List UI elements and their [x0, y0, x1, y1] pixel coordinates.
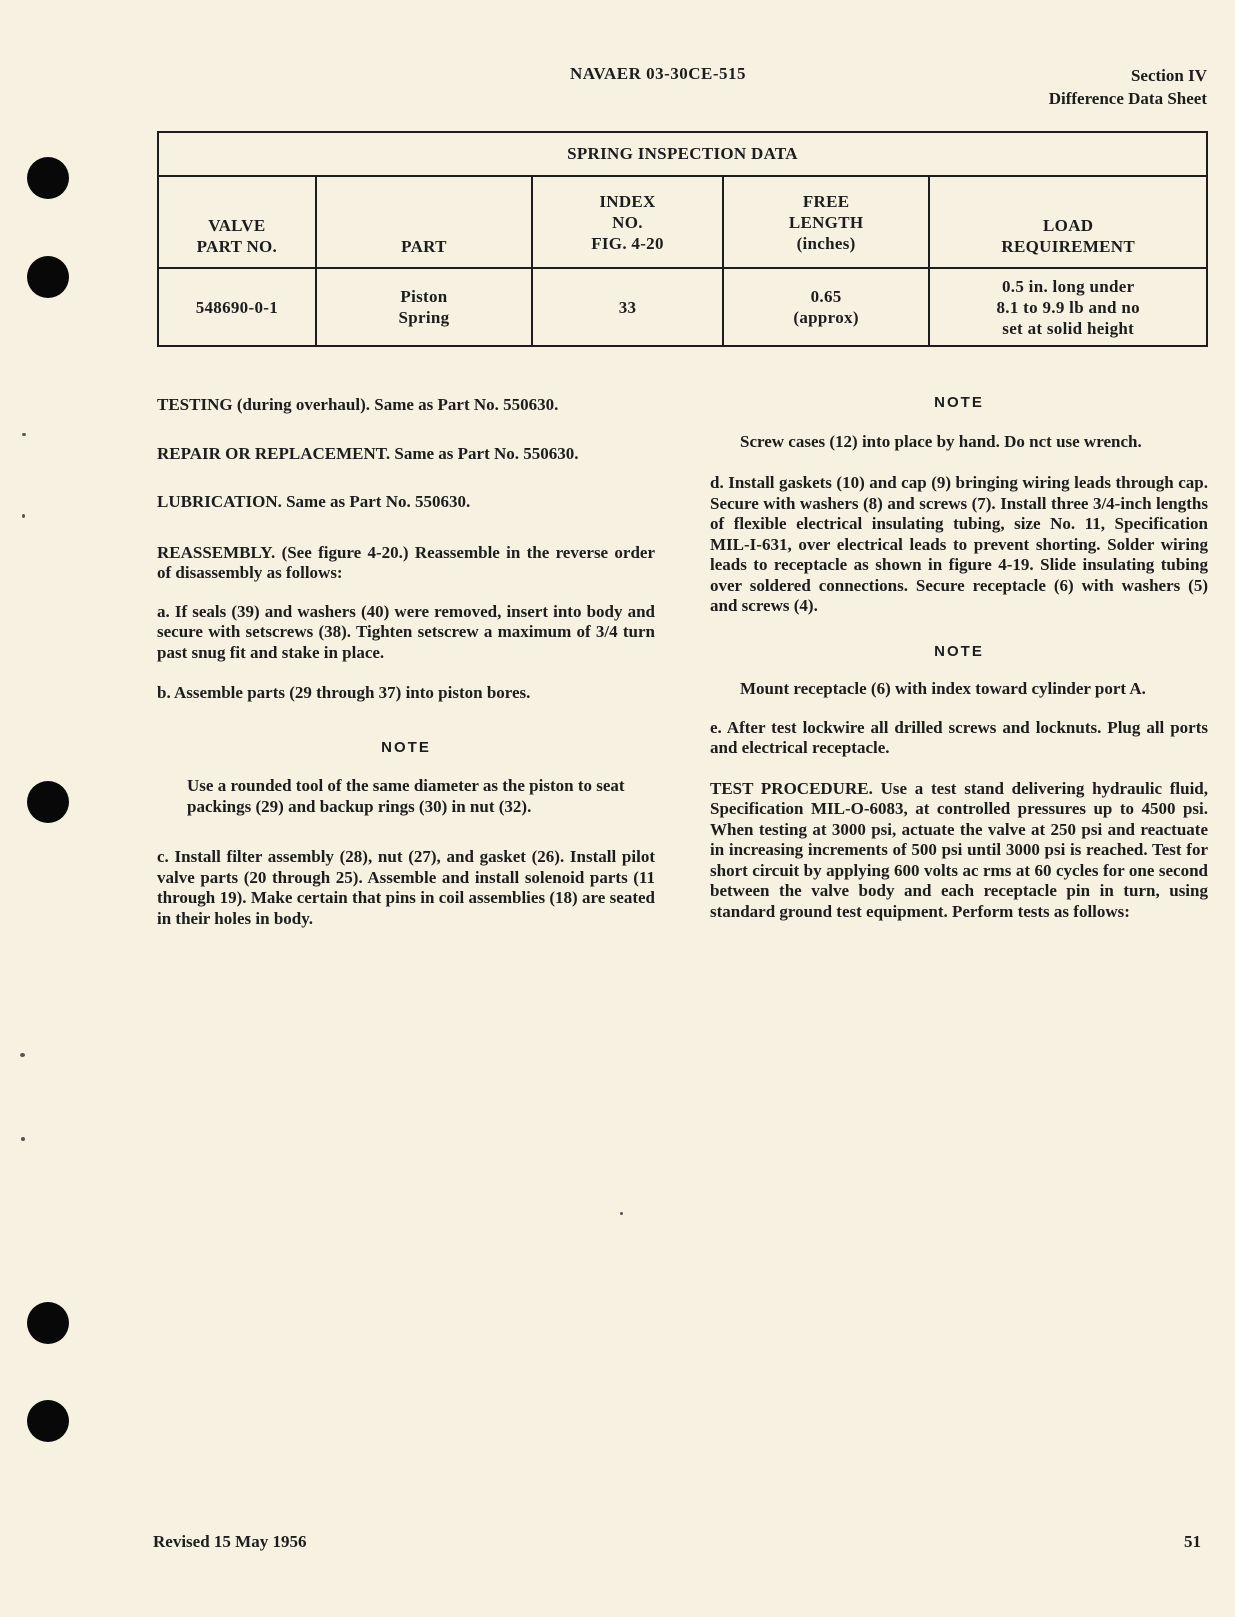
- testing-paragraph: TESTING (during overhaul). Same as Part No. 550630.: [157, 395, 559, 414]
- header-free-length: FREE LENGTH (inches): [723, 176, 930, 268]
- step-e-paragraph: e. After test lockwire all drilled screws and locknuts. Plug all ports and electrical receptacle.: [710, 717, 1208, 757]
- note-heading: NOTE: [381, 738, 431, 756]
- scan-speck: [22, 514, 25, 518]
- left-column: [157, 395, 655, 929]
- reassembly-paragraph: REASSEMBLY. (See figure 4-20.) Reassemble in the reverse order of disassembly as follows:: [157, 542, 655, 582]
- binder-hole: [27, 256, 69, 298]
- binder-hole: [27, 157, 69, 199]
- cell-index-no: 33: [532, 268, 723, 346]
- binder-hole: [27, 781, 69, 823]
- cell-valve-part-no: 548690-0-1: [158, 268, 316, 346]
- section-label: Section IV: [1130, 66, 1207, 85]
- cell-free-length: 0.65 (approx): [723, 268, 930, 346]
- step-a-paragraph: a. If seals (39) and washers (40) were removed, insert into body and secure with setscrews (38). Tighten setscrew a maximum of 3/4 turn past snug fit and stake in place.: [157, 601, 655, 662]
- note-text: Mount receptacle (6) with index toward cylinder port A.: [740, 679, 1146, 698]
- note-heading: NOTE: [934, 642, 984, 660]
- note-text: Use a rounded tool of the same diameter as the piston to seat packings (29) and backup rings (30) in nut (32).: [187, 776, 625, 816]
- cell-part: Piston Spring: [316, 268, 532, 346]
- document-number: NAVAER 03-30CE-515: [570, 64, 747, 83]
- header-valve-part-no: VALVE PART NO.: [158, 176, 316, 268]
- page-number: 51: [1184, 1532, 1201, 1551]
- step-b-paragraph: b. Assemble parts (29 through 37) into piston bores.: [157, 683, 531, 702]
- scan-speck: [22, 433, 26, 436]
- note-heading: NOTE: [934, 394, 984, 411]
- cell-load-requirement: 0.5 in. long under 8.1 to 9.9 lb and no set at solid height: [929, 268, 1207, 346]
- revision-date: Revised 15 May 1956: [153, 1532, 307, 1551]
- test-procedure-paragraph: TEST PROCEDURE. Use a test stand delivering hydraulic fluid, Specification MIL-O-6083, at controlled pressures up to 4500 psi. When testing at 3000 psi, actuate the valve at 250 psi and reactuate in increasing increments of 500 psi until 3000 psi is reached. Test for short circuit by applying 600 volts ac rms at 60 cycles for one second between the valve body and each receptacle pin in turn, using standard ground test equipment. Perform tests as follows:: [710, 778, 1208, 921]
- section-header: [1049, 64, 1207, 110]
- section-subtitle: Difference Data Sheet: [1048, 89, 1207, 108]
- spring-inspection-table: [157, 131, 1208, 347]
- scan-speck: [21, 1137, 25, 1141]
- header-load-requirement: LOAD REQUIREMENT: [929, 176, 1207, 268]
- step-d-paragraph: d. Install gaskets (10) and cap (9) bringing wiring leads through cap. Secure with washers (8) and screws (7). Install three 3/4-inch lengths of flexible electrical insulating tubing, size No. 11, Specification MIL-I-631, over electrical leads to prevent shorting. Solder wiring leads to receptacle as shown in figure 4-19. Slide insulating tubing over soldered connections. Secure receptacle (6) with washers (5) and screws (4).: [710, 473, 1208, 615]
- table-row: [158, 268, 1207, 346]
- repair-paragraph: REPAIR OR REPLACEMENT. Same as Part No. 550630.: [157, 443, 579, 463]
- header-index-no: INDEX NO. FIG. 4-20: [532, 176, 723, 268]
- step-c-paragraph: c. Install filter assembly (28), nut (27), and gasket (26). Install pilot valve parts (20 through 25). Assemble and install solenoid parts (11 through 19). Make certain that pins in coil assemblies (18) are seated in their holes in body.: [157, 847, 655, 928]
- scan-speck: [20, 1053, 25, 1057]
- header-part: PART: [316, 176, 532, 268]
- binder-hole: [27, 1302, 69, 1344]
- binder-hole: [27, 1400, 69, 1442]
- note-text: Screw cases (12) into place by hand. Do nct use wrench.: [740, 431, 1142, 451]
- lubrication-paragraph: LUBRICATION. Same as Part No. 550630.: [157, 492, 471, 511]
- right-column: [710, 393, 1208, 922]
- table-title: SPRING INSPECTION DATA: [158, 132, 1207, 176]
- scan-speck: [620, 1212, 623, 1215]
